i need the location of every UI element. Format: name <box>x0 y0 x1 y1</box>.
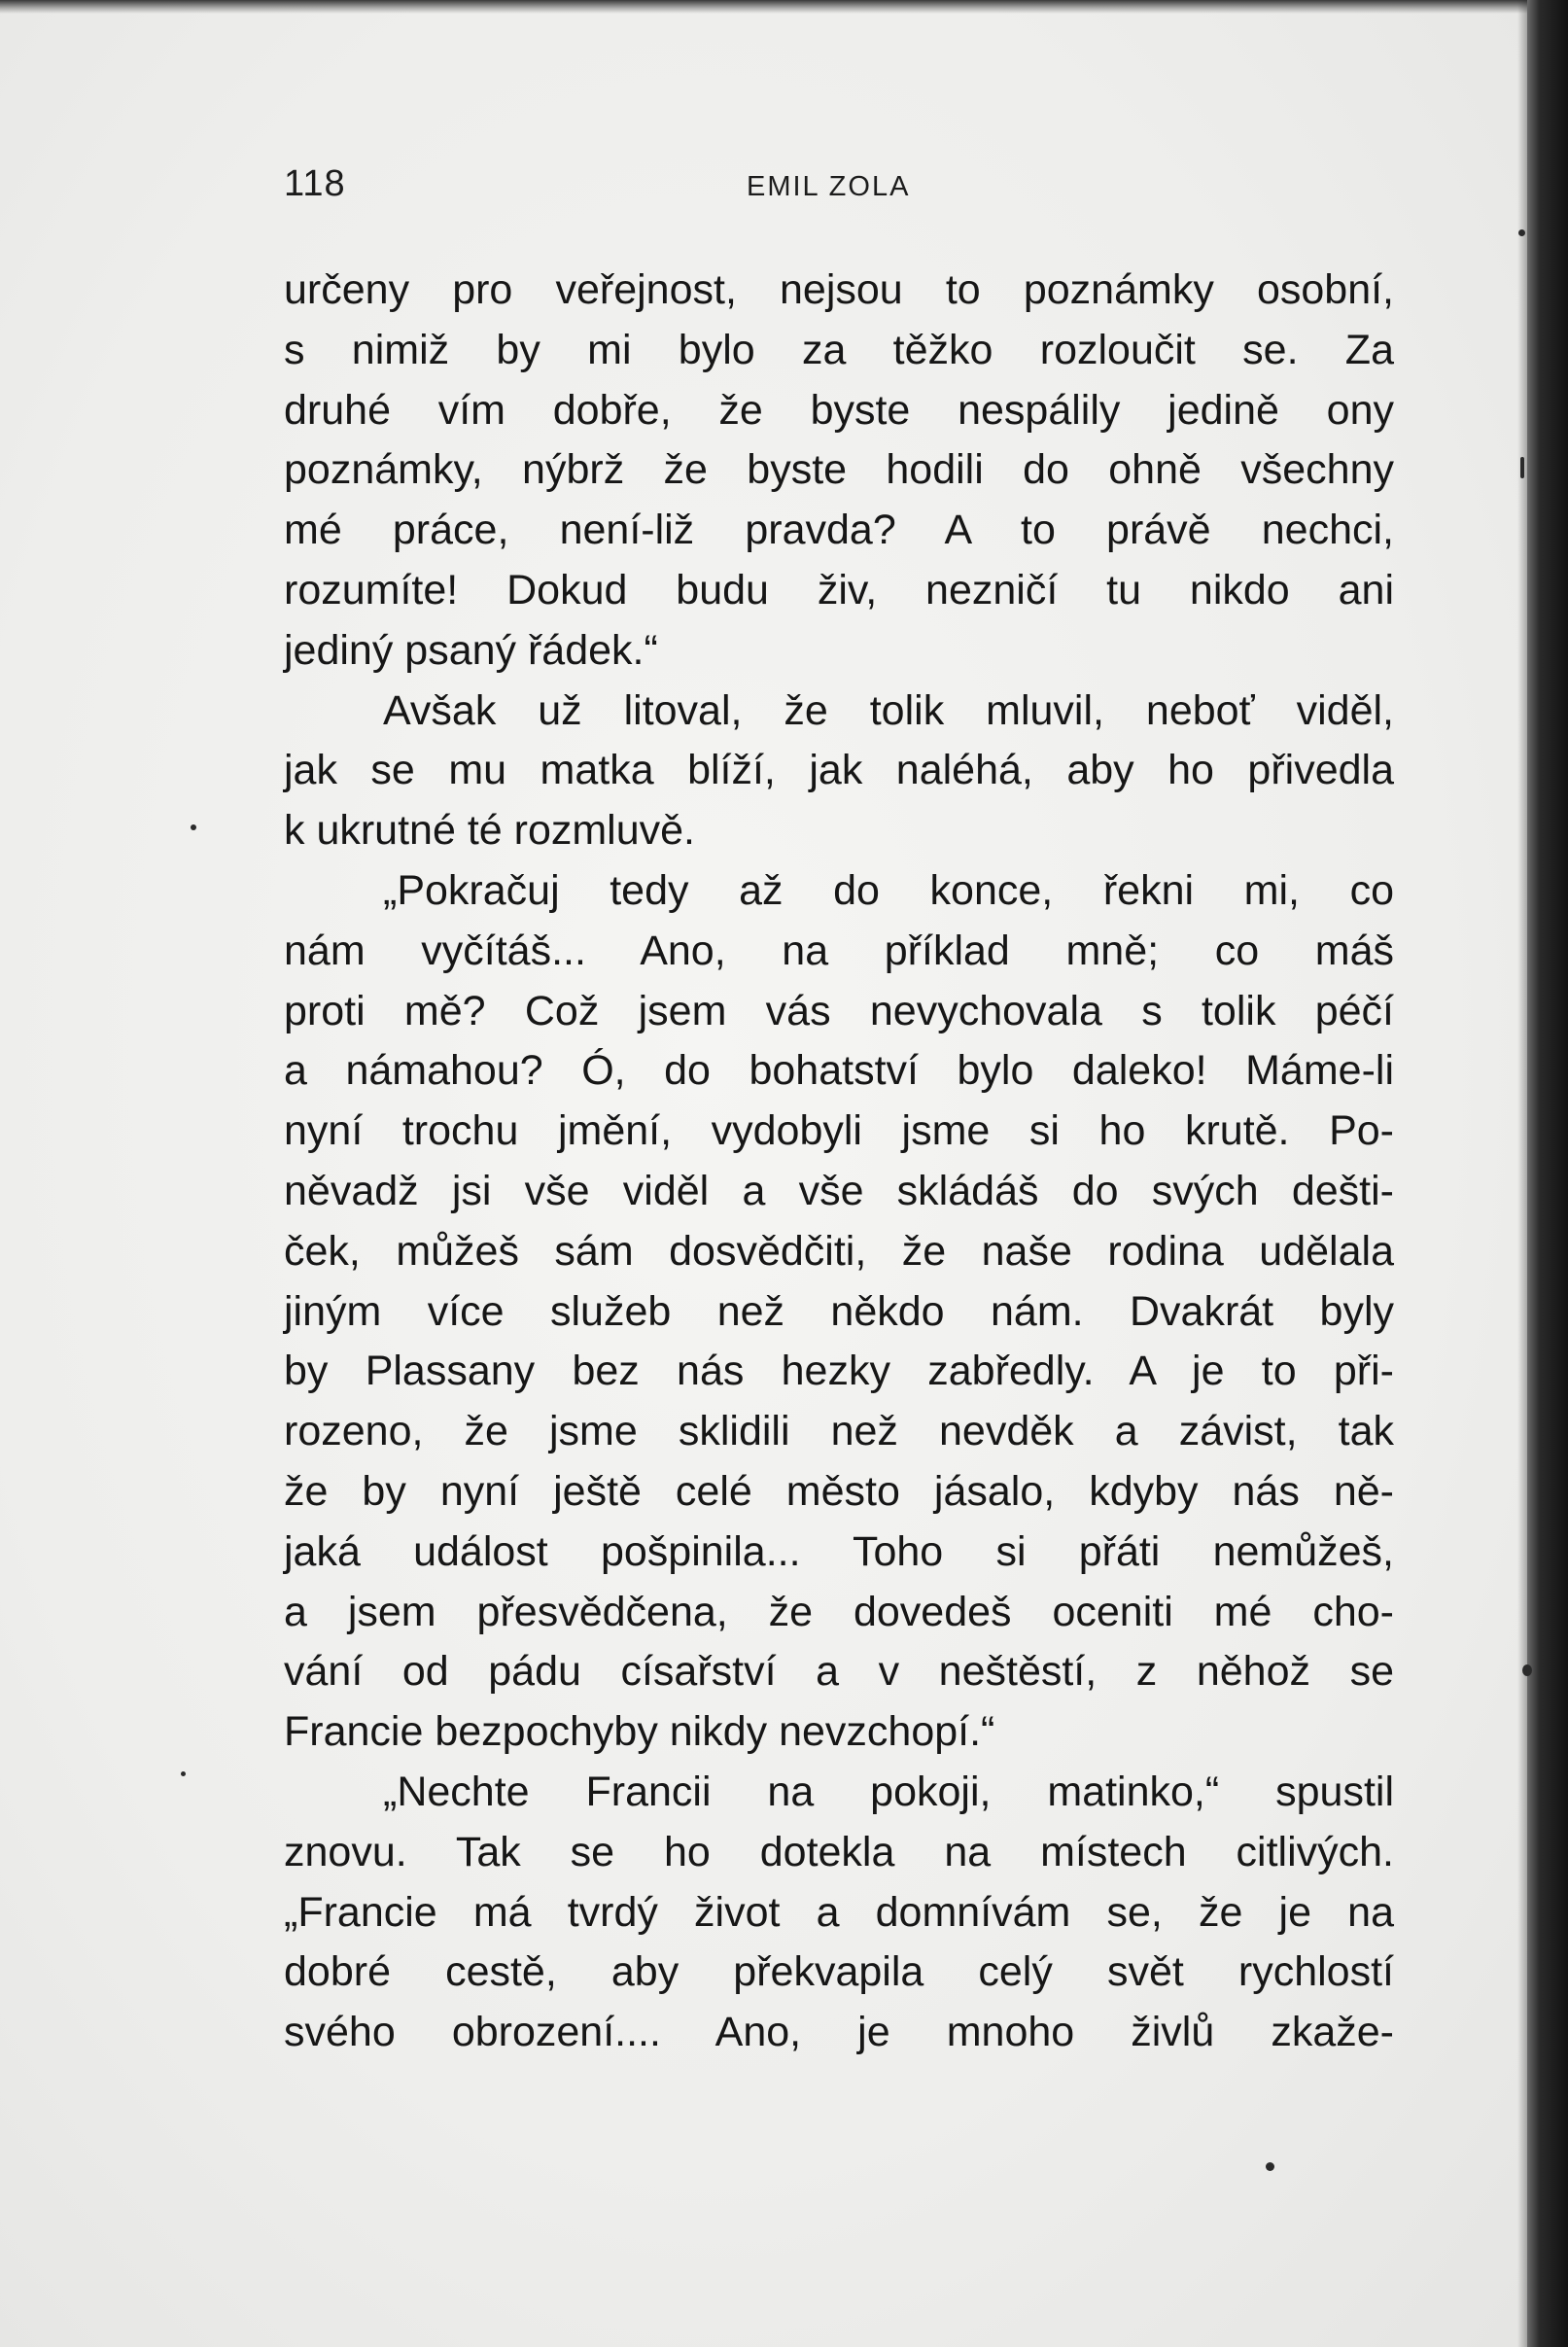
text-line: že by nyní ještě celé město jásalo, kdyby nás ně- <box>284 1467 1394 1515</box>
body-text <box>284 261 1394 2063</box>
text-line: jak se mu matka blíží, jak naléhá, aby ho přivedla <box>284 747 1394 794</box>
text-line: a námahou? Ó, do bohatství bylo daleko! Máme-li <box>284 1047 1394 1095</box>
text-line: rozumíte! Dokud budu živ, nezničí tu nikdo ani <box>284 566 1394 613</box>
page-gutter-shadow <box>1517 0 1527 2347</box>
text-line: svého obrození.... Ano, je mnoho živlů zkaže- <box>284 2009 1394 2056</box>
paper-speck <box>1266 2162 1274 2171</box>
text-line: poznámky, nýbrž že byste hodili do ohně všechny <box>284 446 1394 494</box>
text-line: Avšak už litoval, že tolik mluvil, neboť viděl, <box>383 686 1394 734</box>
text-line: k ukrutné té rozmluvě. <box>284 807 696 855</box>
page-top-shadow <box>0 0 1568 14</box>
text-line: by Plassany bez nás hezky zabředly. A je to při- <box>284 1348 1394 1395</box>
text-line: dobré cestě, aby překvapila celý svět rychlostí <box>284 1948 1394 1996</box>
text-line: s nimiž by mi bylo za těžko rozloučit se. Za <box>284 326 1394 373</box>
text-line: druhé vím dobře, že byste nespálily jedině ony <box>284 386 1394 434</box>
paper-speck <box>1518 229 1525 236</box>
text-line: jediný psaný řádek.“ <box>284 626 658 674</box>
text-line: jiným více služeb než někdo nám. Dvakrát byly <box>284 1287 1394 1335</box>
paper-speck <box>1520 457 1524 478</box>
text-line: určeny pro veřejnost, nejsou to poznámky osobní, <box>284 266 1394 313</box>
text-line: „Nechte Francii na pokoji, matinko,“ spustil <box>383 1768 1394 1815</box>
text-line: znovu. Tak se ho dotekla na místech citlivých. <box>284 1828 1394 1875</box>
text-line: mé práce, není-liž pravda? A to právě nechci, <box>284 507 1394 554</box>
text-line: něvadž jsi vše viděl a vše skládáš do svých dešti- <box>284 1167 1394 1214</box>
paper-speck <box>1522 1664 1532 1676</box>
text-line: nyní trochu jmění, vydobyli jsme si ho krutě. Po- <box>284 1107 1394 1155</box>
text-line: a jsem přesvědčena, že dovedeš oceniti mé cho- <box>284 1588 1394 1635</box>
text-line: Francie bezpochyby nikdy nevzchopí.“ <box>284 1708 995 1756</box>
page-binding-edge <box>1527 0 1568 2347</box>
running-header <box>284 163 1402 206</box>
text-line: proti mě? Což jsem vás nevychovala s tolik péčí <box>284 987 1394 1034</box>
text-line: nám vyčítáš... Ano, na příklad mně; co máš <box>284 927 1394 974</box>
running-head-author: EMIL ZOLA <box>747 171 911 202</box>
text-line: „Francie má tvrdý život a domnívám se, že je na <box>284 1888 1394 1936</box>
paper-speck <box>181 1771 186 1776</box>
text-line: „Pokračuj tedy až do konce, řekni mi, co <box>383 866 1394 914</box>
paper-speck <box>191 824 196 830</box>
text-line: jaká událost pošpinila... Toho si přáti nemůžeš, <box>284 1527 1394 1575</box>
text-line: rozeno, že jsme sklidili než nevděk a závist, tak <box>284 1408 1394 1455</box>
page-number: 118 <box>284 163 346 204</box>
text-line: vání od pádu císařství a v neštěstí, z něhož se <box>284 1648 1394 1696</box>
text-line: ček, můžeš sám dosvědčiti, že naše rodina udělala <box>284 1227 1394 1275</box>
